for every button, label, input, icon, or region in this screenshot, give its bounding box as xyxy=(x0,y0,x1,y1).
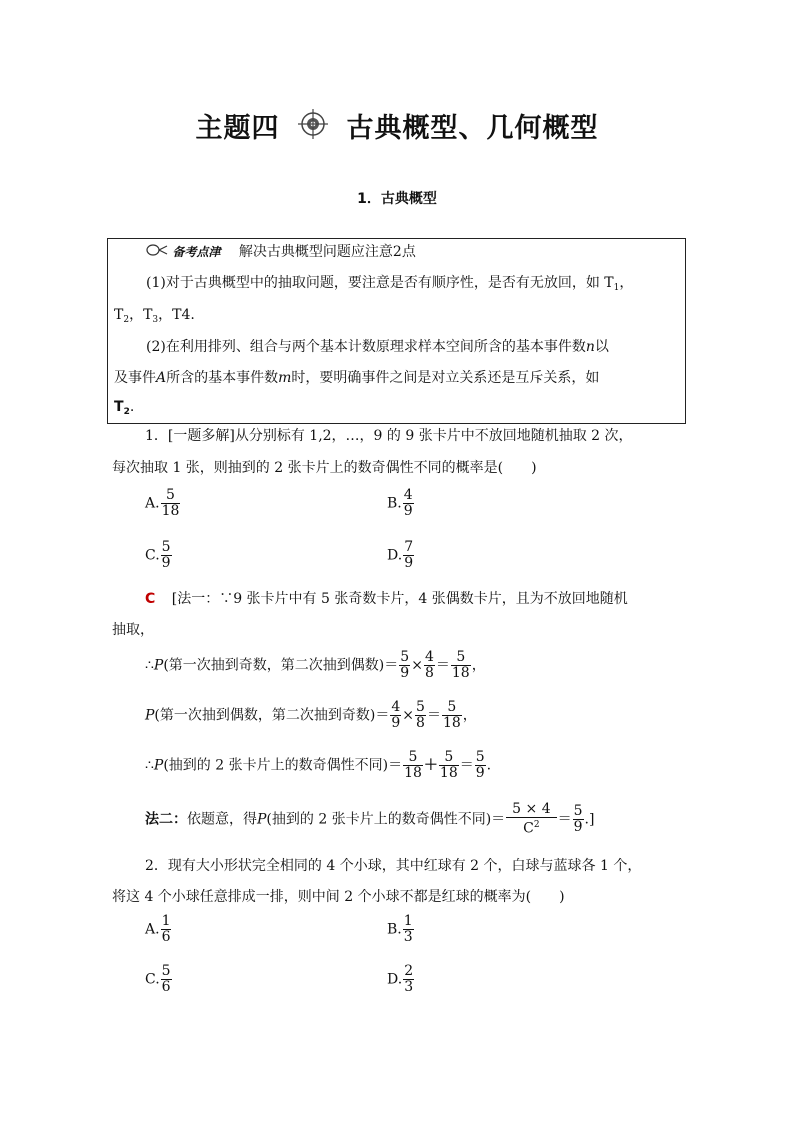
a1-method1-line2: 抽取， xyxy=(112,622,154,638)
a1-formula-line2: P(第一次抽到偶数，第二次抽到奇数)＝ $\frac{4}{9}$ × $\frac{5}{8}$ ＝ $\frac{5}{18}$ ， xyxy=(145,699,477,731)
crosshair-icon xyxy=(298,109,328,143)
lightbulb-icon xyxy=(146,242,168,262)
q1-stem-line2: 每次抽取 1 张，则抽到的 2 张卡片上的数奇偶性不同的概率是( ) xyxy=(112,460,537,476)
q2-option-d[interactable]: D. $\frac{2}{3}$ xyxy=(387,963,414,995)
q1-option-a[interactable]: A. $\frac{5}{18}$ xyxy=(145,487,180,519)
tips-item2-line1: (2)在利用排列、组合与两个基本计数原理求样本空间所含的基本事件数n以 xyxy=(146,339,609,355)
tips-heading-line xyxy=(146,242,416,262)
q1-option-c[interactable]: C. $\frac{5}{9}$ xyxy=(145,539,171,571)
title-right: 古典概型、几何概型 xyxy=(346,113,599,144)
a1-formula-line3: ∴P(抽到的 2 张卡片上的数奇偶性不同)＝ $\frac{5}{18}$ ＋ $\frac{5}{18}$ ＝ $\frac{5}{9}$ . xyxy=(145,749,492,781)
tips-item2-line2: 及事件A所含的基本事件数m时，要明确事件之间是对立关系还是互斥关系，如 xyxy=(114,370,600,386)
a1-formula-line1: ∴P(第一次抽到奇数，第二次抽到偶数)＝ $\frac{5}{9}$ × $\frac{4}{8}$ ＝ $\frac{5}{18}$ ， xyxy=(145,649,486,681)
q1-option-d[interactable]: D. $\frac{7}{9}$ xyxy=(387,539,414,571)
tips-tag: 备考点津 xyxy=(172,245,221,259)
section-title: 1．古典概型 xyxy=(357,191,437,207)
page-title xyxy=(0,106,794,145)
tips-heading: 解决古典概型问题应注意2点 xyxy=(238,244,416,260)
q2-option-b[interactable]: B. $\frac{1}{3}$ xyxy=(387,913,413,945)
q2-option-a[interactable]: A. $\frac{1}{6}$ xyxy=(145,913,171,945)
a1-method2-line: 法二：依题意，得P(抽到的 2 张卡片上的数奇偶性不同)＝ $\frac{5 \times 4}{C^2}$ ＝ $\frac{5}{9}$ .] xyxy=(145,801,595,837)
q1-option-b[interactable]: B. $\frac{4}{9}$ xyxy=(387,487,413,519)
title-left: 主题四 xyxy=(195,113,280,144)
tips-box xyxy=(107,238,686,424)
q1-stem-line1: 1．[一题多解]从分别标有 1,2，…，9 的 9 张卡片中不放回地随机抽取 2 次， xyxy=(145,428,633,444)
tips-item1-line1: (1)对于古典概型中的抽取问题，要注意是否有顺序性，是否有无放回，如 $T_1$， xyxy=(146,275,634,293)
tips-item2-line3: $T_2$. xyxy=(114,399,135,417)
q2-option-c[interactable]: C. $\frac{5}{6}$ xyxy=(145,963,171,995)
a1-answer-letter: C xyxy=(145,591,156,607)
q2-stem-line1: 2．现有大小形状完全相同的 4 个小球，其中红球有 2 个，白球与蓝球各 1 个， xyxy=(145,858,642,874)
tips-item1-line2: $T_2$，$T_3$，T4. xyxy=(114,307,195,325)
q2-stem-line2: 将这 4 个小球任意排成一排，则中间 2 个小球不都是红球的概率为( ) xyxy=(112,889,565,905)
a1-method1-line1: C [法一：∵9 张卡片中有 5 张奇数卡片，4 张偶数卡片，且为不放回地随机 xyxy=(145,591,628,607)
